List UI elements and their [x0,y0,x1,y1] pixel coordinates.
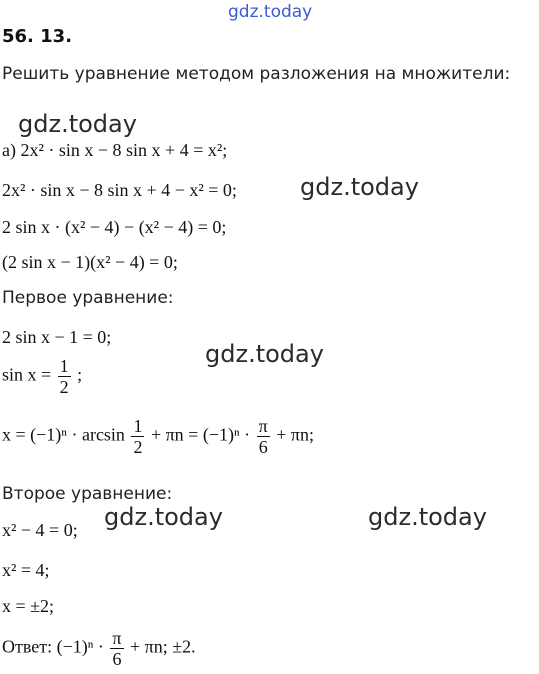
equation-10: x = ±2; [2,596,55,616]
equation-6-left: sin x = [2,364,52,385]
equation-7 [2,416,314,457]
arcsin-fraction [131,416,144,457]
answer-part-b: + πn; ±2. [130,636,196,657]
equation-8: x² − 4 = 0; [2,520,78,540]
pi-over-six-fraction [257,416,270,457]
watermark-5: gdz.today [368,503,487,531]
watermark-1: gdz.today [18,110,137,138]
first-equation-header: Первое уравнение: [2,288,174,308]
second-equation-header: Второе уравнение: [2,484,173,504]
watermark-2: gdz.today [300,173,419,201]
equation-4: (2 sin x − 1)(x² − 4) = 0; [2,252,178,272]
equation-9: x² = 4; [2,560,50,580]
equation-3: 2 sin x · (x² − 4) − (x² − 4) = 0; [2,217,227,237]
equation-7-part-c: + πn; [276,424,314,445]
arcsin-fraction-denominator: 2 [133,437,143,457]
pi-fraction-numerator: π [258,416,268,436]
answer-part-a: Ответ: (−1)ⁿ · [2,636,104,657]
equation-7-part-b: + πn = (−1)ⁿ · [150,424,251,445]
task-statement: Решить уравнение методом разложения на множители: [2,64,511,84]
fraction-denominator: 2 [59,377,69,397]
fraction-one-half [58,356,71,397]
equation-6-end: ; [77,364,83,385]
answer-fraction [110,628,123,669]
watermark-4: gdz.today [104,503,223,531]
equation-1-text: 2x² · sin x − 8 sin x + 4 = x²; [20,140,228,160]
fraction-numerator: 1 [59,356,69,376]
pi-fraction-denominator: 6 [258,437,268,457]
problem-number: 56. 13. [2,26,73,47]
equation-2: 2x² · sin x − 8 sin x + 4 − x² = 0; [2,180,237,200]
equation-1 [2,140,227,161]
answer-fraction-denominator: 6 [112,649,122,669]
equation-6 [2,356,82,397]
answer-fraction-numerator: π [112,628,122,648]
arcsin-fraction-numerator: 1 [133,416,143,436]
answer-line [2,628,196,669]
watermark-top: gdz.today [228,2,313,22]
equation-5: 2 sin x − 1 = 0; [2,327,112,347]
part-label: а) [2,140,16,160]
equation-7-part-a: x = (−1)ⁿ · arcsin [2,424,125,445]
watermark-3: gdz.today [205,340,324,368]
